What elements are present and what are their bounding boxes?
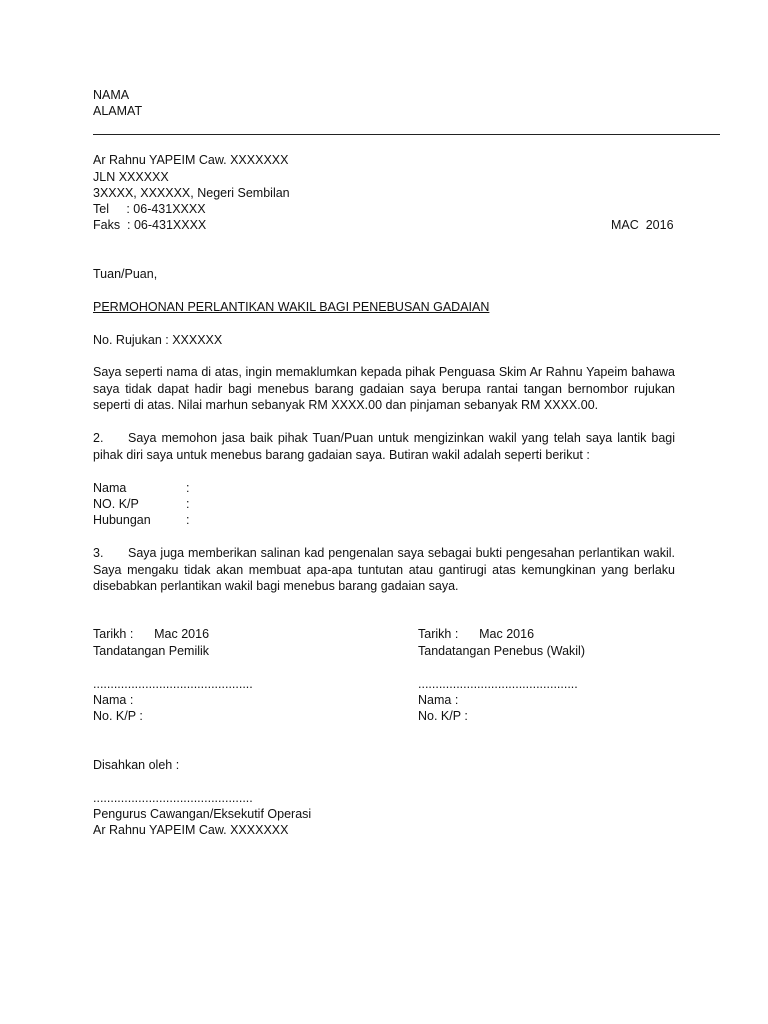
wakil-field-relationship xyxy=(93,512,151,528)
reference-number: No. Rujukan : XXXXXX xyxy=(93,333,223,347)
salutation: Tuan/Puan, xyxy=(93,267,158,281)
paragraph-2-text: Saya memohon jasa baik pihak Tuan/Puan untuk mengizinkan wakil yang telah saya lantik bagi pihak diri saya untuk menebus barang gadaian saya. Butiran wakil adalah seperti berikut : xyxy=(93,431,675,462)
proxy-signature-date: Tarikh : Mac 2016 xyxy=(418,627,535,641)
certifier-position: Pengurus Cawangan/Eksekutif Operasi xyxy=(93,807,312,821)
paragraph-1: Saya seperti nama di atas, ingin memaklumkan kepada pihak Penguasa Skim Ar Rahnu Yapeim bahawa saya tidak dapat hadir bagi menebus barang gadaian saya berupa rantai tangan bernombor rujukan seperti di atas. Nilai marhun sebanyak RM XXXX.00 dan pinjaman sebanyak RM XXXX.00. xyxy=(93,365,675,412)
recipient-tel: Tel : 06-431XXXX xyxy=(93,202,206,216)
certifier-branch: Ar Rahnu YAPEIM Caw. XXXXXXX xyxy=(93,823,289,837)
wakil-field-label: Hubungan xyxy=(93,513,151,527)
wakil-field-colon: : xyxy=(186,513,190,527)
paragraph-3-text: Saya juga memberikan salinan kad pengenalan saya sebagai bukti pengesahan perlantikan wakil. Saya mengaku tidak akan membuat apa-apa tuntutan atau gantirugi atas kemungkinan yang berlaku disebabkan perlantikan wakil bagi menebus barang gadaian saya. xyxy=(93,546,675,593)
wakil-field-name xyxy=(93,480,126,496)
recipient-line-3: 3XXXX, XXXXXX, Negeri Sembilan xyxy=(93,186,290,200)
recipient-fax: Faks : 06-431XXXX xyxy=(93,218,207,232)
owner-signature-title: Tandatangan Pemilik xyxy=(93,644,210,658)
sender-address: ALAMAT xyxy=(93,104,143,118)
sender-name: NAMA xyxy=(93,88,130,102)
certifier-signature-line: .............................................. xyxy=(93,791,253,805)
proxy-name-label: Nama : xyxy=(418,693,459,707)
owner-signature-line: .............................................. xyxy=(93,677,253,691)
recipient-line-1: Ar Rahnu YAPEIM Caw. XXXXXXX xyxy=(93,153,289,167)
proxy-signature-title: Tandatangan Penebus (Wakil) xyxy=(418,644,585,658)
wakil-field-colon: : xyxy=(186,481,190,495)
paragraph-2-number: 2. xyxy=(93,431,104,445)
wakil-field-ic xyxy=(93,496,139,512)
paragraph-3-number: 3. xyxy=(93,546,104,560)
owner-ic-label: No. K/P : xyxy=(93,709,143,723)
recipient-line-2: JLN XXXXXX xyxy=(93,170,169,184)
owner-name-label: Nama : xyxy=(93,693,134,707)
proxy-ic-label: No. K/P : xyxy=(418,709,468,723)
paragraph-2 xyxy=(93,430,675,463)
wakil-field-label: Nama xyxy=(93,481,127,495)
wakil-field-label: NO. K/P xyxy=(93,497,139,511)
proxy-signature-line: .............................................. xyxy=(418,677,578,691)
wakil-field-colon: : xyxy=(186,497,190,511)
letter-subject: PERMOHONAN PERLANTIKAN WAKIL BAGI PENEBUSAN GADAIAN xyxy=(93,300,490,314)
header-divider xyxy=(93,134,720,135)
letter-date: MAC 2016 xyxy=(611,218,674,232)
paragraph-3 xyxy=(93,545,675,595)
owner-signature-date: Tarikh : Mac 2016 xyxy=(93,627,210,641)
certified-by-label: Disahkan oleh : xyxy=(93,758,180,772)
